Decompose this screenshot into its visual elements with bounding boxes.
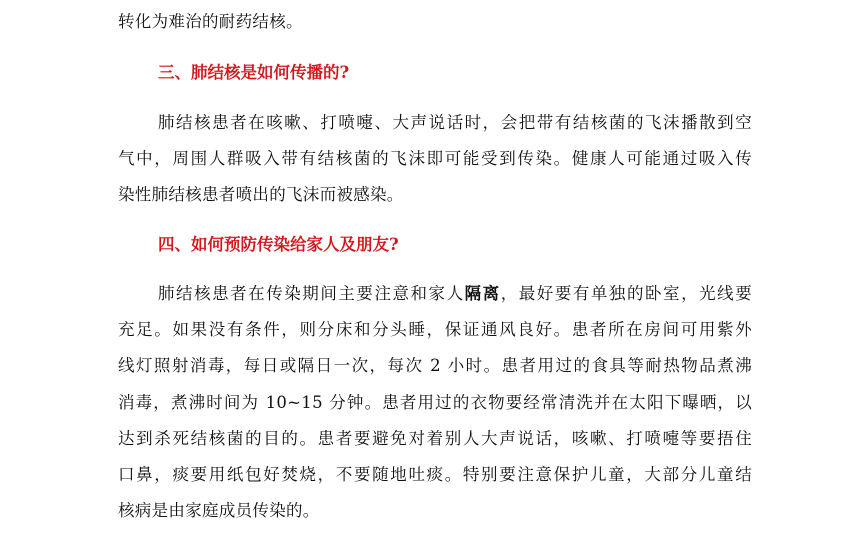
paragraph-line xyxy=(158,283,752,305)
text-segment: 肺结核患者在传染期间主要注意和家人 xyxy=(158,284,465,303)
section-heading-prevention: 四、如何预防传染给家人及朋友? xyxy=(158,235,399,254)
emphasis-isolation: 隔离 xyxy=(464,284,501,303)
section-heading-transmission: 三、肺结核是如何传播的? xyxy=(158,63,350,82)
paragraph-line: 达到杀死结核菌的目的。患者要避免对着别人大声说话，咳嗽、打喷嚏等要捂住 xyxy=(118,429,752,448)
paragraph-line: 线灯照射消毒，每日或隔日一次，每次 2 小时。患者用过的食具等耐热物品煮沸 xyxy=(118,356,752,375)
paragraph-tail: 转化为难治的耐药结核。 xyxy=(118,12,303,31)
paragraph-line: 气中，周围人群吸入带有结核菌的飞沫即可能受到传染。健康人可能通过吸入传 xyxy=(118,149,752,168)
paragraph-line: 染性肺结核患者喷出的飞沫而被感染。 xyxy=(118,185,404,204)
text-segment: ，最好要有单独的卧室，光线要 xyxy=(500,284,752,303)
paragraph-line: 口鼻，痰要用纸包好焚烧，不要随地吐痰。特别要注意保护儿童，大部分儿童结 xyxy=(118,465,752,484)
paragraph-line: 充足。如果没有条件，则分床和分头睡，保证通风良好。患者所在房间可用紫外 xyxy=(118,320,752,339)
paragraph-line: 消毒，煮沸时间为 10~15 分钟。患者用过的衣物要经常清洗并在太阳下曝晒，以 xyxy=(118,393,752,412)
paragraph-line: 肺结核患者在咳嗽、打喷嚏、大声说话时，会把带有结核菌的飞沫播散到空 xyxy=(158,113,752,132)
paragraph-line: 核病是由家庭成员传染的。 xyxy=(118,501,320,520)
